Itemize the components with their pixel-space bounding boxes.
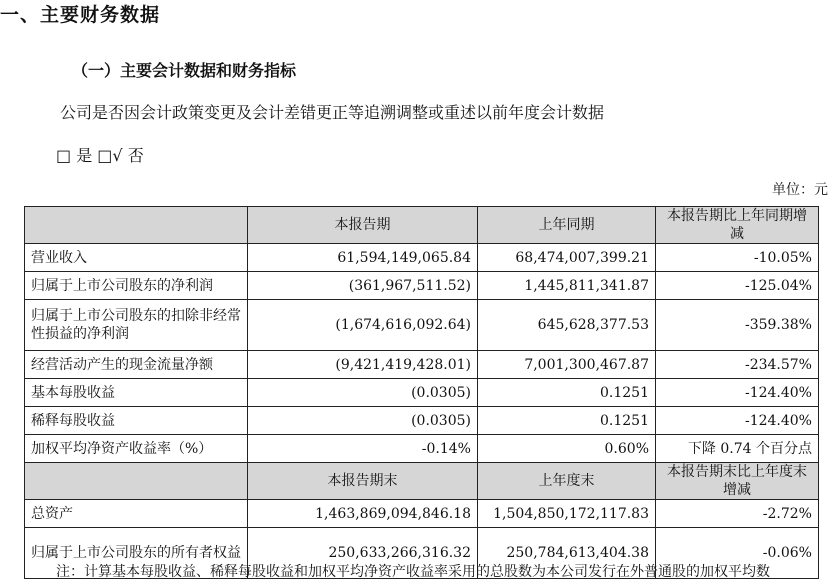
cell-current: -0.14% (248, 435, 478, 463)
cell-change: -124.40% (656, 379, 819, 407)
table-row (25, 379, 819, 407)
cell-change: -2.72% (656, 500, 819, 528)
cell-current: 1,463,869,094,846.18 (248, 500, 478, 528)
table-row (25, 435, 819, 463)
cell-label: 营业收入 (25, 244, 248, 272)
cell-prior: 250,784,613,404.38 (478, 528, 656, 579)
cell-prior: 1,445,811,341.87 (478, 272, 656, 300)
restatement-question: 公司是否因会计政策变更及会计差错更正等追溯调整或重述以前年度会计数据 (60, 103, 605, 122)
table-header-row (25, 207, 819, 244)
cell-change: -124.40% (656, 407, 819, 435)
cell-label: 稀释每股收益 (25, 407, 248, 435)
cell-change: -234.57% (656, 351, 819, 379)
column-header (25, 207, 248, 244)
column-header: 本报告期 (248, 207, 478, 244)
financial-data-table (24, 206, 819, 579)
cell-label: 加权平均净资产收益率（%） (25, 435, 248, 463)
subsection-heading: （一）主要会计数据和财务指标 (72, 61, 297, 80)
cell-label: 归属于上市公司股东的扣除非经常性损益的净利润 (25, 300, 248, 351)
cell-label: 基本每股收益 (25, 379, 248, 407)
cell-prior: 7,001,300,467.87 (478, 351, 656, 379)
cell-prior: 645,628,377.53 (478, 300, 656, 351)
restatement-choice: □ 是 □√ 否 (56, 146, 144, 165)
cell-current: 250,633,266,316.32 (248, 528, 478, 579)
unit-label: 单位：元 (772, 182, 828, 198)
cell-label: 归属于上市公司股东的所有者权益 (25, 528, 248, 579)
cell-prior: 68,474,007,399.21 (478, 244, 656, 272)
cell-label: 经营活动产生的现金流量净额 (25, 351, 248, 379)
cell-change: -359.38% (656, 300, 819, 351)
cell-current: 61,594,149,065.84 (248, 244, 478, 272)
cell-current: (0.0305) (248, 379, 478, 407)
cell-current: (1,674,616,092.64) (248, 300, 478, 351)
footnote: 注：计算基本每股收益、稀释每股收益和加权平均净资产收益率采用的总股数为本公司发行在外普通股的加权平均数 (56, 564, 770, 580)
table-row (25, 407, 819, 435)
cell-change: -10.05% (656, 244, 819, 272)
section-heading: 一、主要财务数据 (0, 4, 161, 26)
cell-prior: 0.60% (478, 435, 656, 463)
table-row (25, 351, 819, 379)
column-header (25, 463, 248, 500)
table-row (25, 300, 819, 351)
cell-change: 下降 0.74 个百分点 (656, 435, 819, 463)
column-header: 上年度末 (478, 463, 656, 500)
cell-current: (9,421,419,428.01) (248, 351, 478, 379)
cell-prior: 0.1251 (478, 379, 656, 407)
table-row (25, 500, 819, 528)
column-header: 本报告期末比上年度末增减 (656, 463, 819, 500)
cell-prior: 1,504,850,172,117.83 (478, 500, 656, 528)
cell-change: -0.06% (656, 528, 819, 579)
cell-label: 总资产 (25, 500, 248, 528)
cell-change: -125.04% (656, 272, 819, 300)
cell-current: (0.0305) (248, 407, 478, 435)
table-row (25, 244, 819, 272)
column-header: 上年同期 (478, 207, 656, 244)
table-header-row (25, 463, 819, 500)
column-header: 本报告期末 (248, 463, 478, 500)
table-row (25, 272, 819, 300)
cell-label: 归属于上市公司股东的净利润 (25, 272, 248, 300)
column-header: 本报告期比上年同期增减 (656, 207, 819, 244)
cell-prior: 0.1251 (478, 407, 656, 435)
cell-current: (361,967,511.52) (248, 272, 478, 300)
